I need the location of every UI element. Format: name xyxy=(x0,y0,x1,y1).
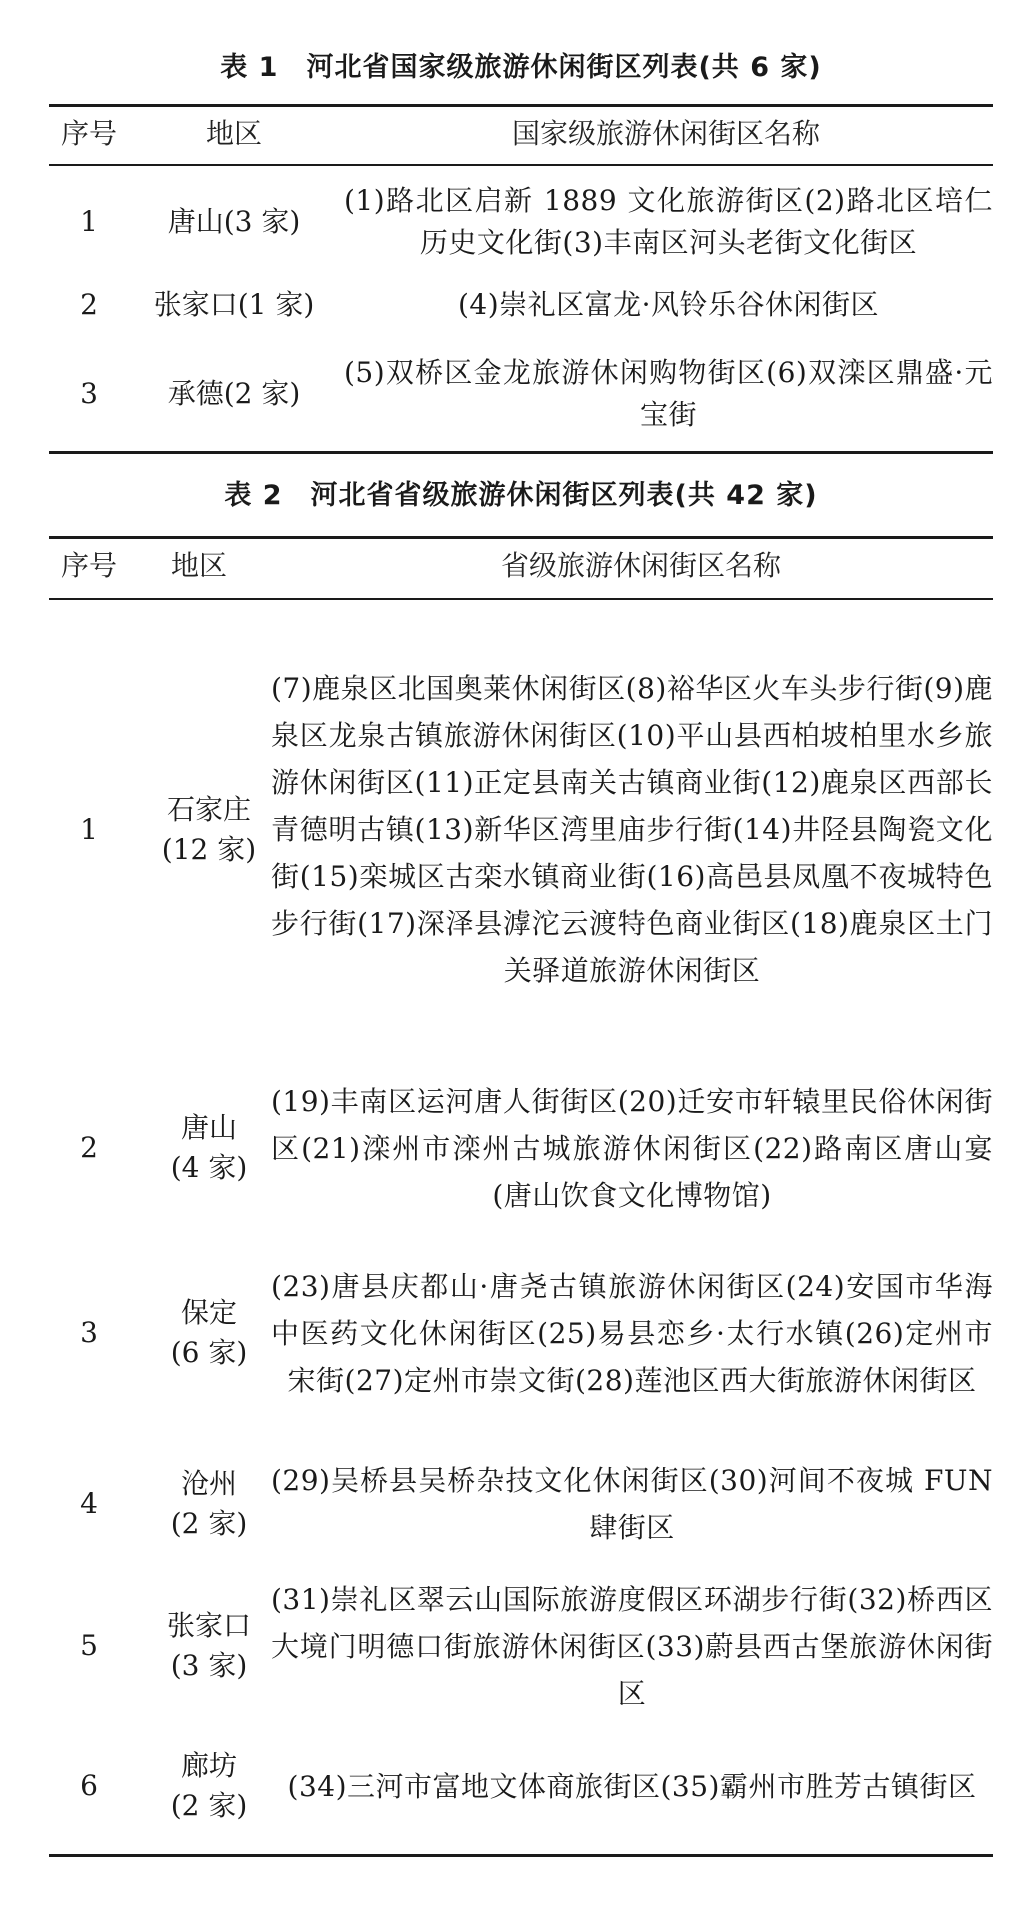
table-2-row-3-region: 保定 (6 家) xyxy=(170,1296,248,1369)
table-2-header-index: 序号 xyxy=(60,549,117,582)
table-2-caption: 表 2 河北省省级旅游休闲街区列表(共 42 家) xyxy=(224,480,818,511)
table-2-row-2-index: 2 xyxy=(80,1131,98,1164)
table-1-row-3-index: 3 xyxy=(80,377,98,410)
table-2-row-4-names: (29)吴桥县吴桥杂技文化休闲街区(30)河间不夜城 FUN 肆街区 xyxy=(271,1464,993,1544)
table-1-row-1-names: (1)路北区启新 1889 文化旅游街区(2)路北区培仁历史文化街(3)丰南区河头老街文化街区 xyxy=(344,184,993,259)
table-1-row-2-index: 2 xyxy=(80,288,98,321)
table-1-header-region: 地区 xyxy=(205,117,262,150)
table-2-row-2-region: 唐山 (4 家) xyxy=(170,1111,248,1184)
table-2-row-4-region: 沧州 (2 家) xyxy=(170,1467,248,1540)
table-2 xyxy=(49,460,993,1924)
table-2-row-6-region: 廊坊 (2 家) xyxy=(170,1749,248,1822)
table-2-row-3-index: 3 xyxy=(80,1316,98,1349)
table-2-row-3-names: (23)唐县庆都山·唐尧古镇旅游休闲街区(24)安国市华海中医药文化休闲街区(25)易县恋乡·太行水镇(26)定州市宋街(27)定州市崇文街(28)莲池区西大街旅游休闲街区 xyxy=(271,1269,993,1397)
table-1-row-1-index: 1 xyxy=(80,205,98,238)
table-1-row-3-names: (5)双桥区金龙旅游休闲购物街区(6)双滦区鼎盛·元宝街 xyxy=(344,356,993,431)
table-2-top-rule xyxy=(49,536,993,539)
table-1-bottom-rule xyxy=(49,451,993,454)
table-2-row-6-names: (34)三河市富地文体商旅街区(35)霸州市胜芳古镇街区 xyxy=(287,1769,977,1803)
table-1-header-rule xyxy=(49,164,993,166)
table-2-row-1-index: 1 xyxy=(80,813,98,846)
table-2-header-name: 省级旅游休闲街区名称 xyxy=(500,549,781,582)
table-2-header-region: 地区 xyxy=(170,549,227,582)
table-1-header-name: 国家级旅游休闲街区名称 xyxy=(511,117,820,150)
table-1-caption: 表 1 河北省国家级旅游休闲街区列表(共 6 家) xyxy=(220,52,822,83)
table-2-row-5-names: (31)崇礼区翠云山国际旅游度假区环湖步行街(32)桥西区大境门明德口街旅游休闲街区(33)蔚县西古堡旅游休闲街区 xyxy=(271,1582,993,1710)
table-2-header-rule xyxy=(49,598,993,600)
table-2-row-6-index: 6 xyxy=(80,1769,98,1802)
table-2-row-5-index: 5 xyxy=(80,1629,98,1662)
table-2-row-1-region: 石家庄 (12 家) xyxy=(161,793,257,866)
table-2-row-5-region: 张家口 (3 家) xyxy=(166,1609,251,1682)
table-2-row-2-names: (19)丰南区运河唐人街街区(20)迁安市轩辕里民俗休闲街区(21)滦州市滦州古城旅游休闲街区(22)路南区唐山宴(唐山饮食文化博物馆) xyxy=(271,1084,993,1212)
table-1-row-3-region: 承德(2 家) xyxy=(167,377,301,410)
table-1-header-index: 序号 xyxy=(60,117,117,150)
table-1 xyxy=(49,0,993,460)
table-2-bottom-rule xyxy=(49,1854,993,1857)
table-2-row-4-index: 4 xyxy=(80,1487,98,1520)
table-1-row-2-region: 张家口(1 家) xyxy=(153,288,315,321)
table-2-row-1-names: (7)鹿泉区北国奥莱休闲街区(8)裕华区火车头步行街(9)鹿泉区龙泉古镇旅游休闲街区(10)平山县西柏坡柏里水乡旅游休闲街区(11)正定县南关古镇商业街(12)鹿泉区西部长青德明古镇(13)新华区湾里庙步行街(14)井陉县陶瓷文化街(15)栾城区古栾水镇商业街(16)高邑县凤凰不夜城特色步行街(17)深泽县滹沱云渡特色商业街区(18)鹿泉区土门关驿道旅游休闲街区 xyxy=(271,671,993,987)
table-1-row-1-region: 唐山(3 家) xyxy=(167,205,301,238)
table-1-top-rule xyxy=(49,104,993,107)
table-1-row-2-names: (4)崇礼区富龙·风铃乐谷休闲街区 xyxy=(457,288,880,321)
